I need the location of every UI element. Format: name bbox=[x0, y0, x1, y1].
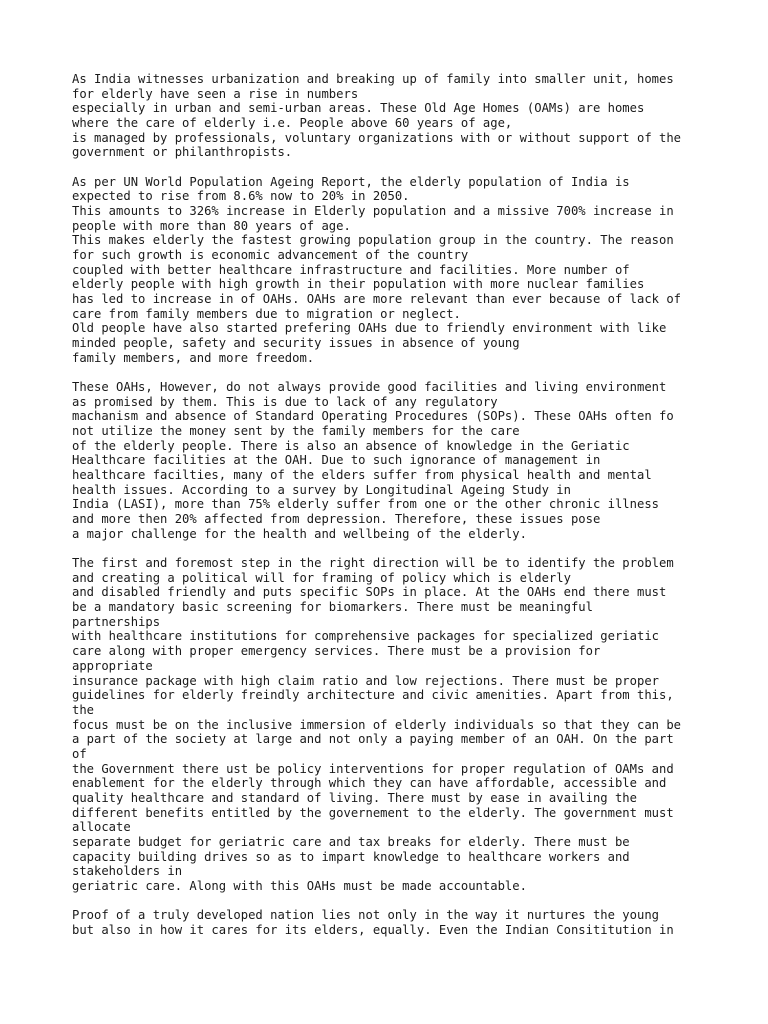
document-body bbox=[72, 72, 712, 952]
text-line: stakeholders in bbox=[72, 864, 183, 879]
text-line: especially in urban and semi-urban areas. These Old Age Homes (OAMs) are homes bbox=[72, 101, 645, 116]
text-line: the bbox=[72, 702, 95, 717]
paragraph bbox=[72, 72, 712, 160]
text-line: a major challenge for the health and wellbeing of the elderly. bbox=[72, 526, 527, 541]
text-line: coupled with better healthcare infrastructure and facilities. More number of bbox=[72, 262, 630, 277]
text-line: partnerships bbox=[72, 614, 161, 629]
text-line: but also in how it cares for its elders, equally. Even the Indian Consititution in bbox=[72, 922, 674, 937]
text-line: minded people, safety and security issues in absence of young bbox=[72, 336, 520, 351]
text-line: of the elderly people. There is also an absence of knowledge in the Geriatic bbox=[72, 438, 630, 453]
text-line: not utilize the money sent by the family members for the care bbox=[72, 424, 520, 439]
text-line: be a mandatory basic screening for biomarkers. There must be meaningful bbox=[72, 600, 593, 615]
text-line: healthcare facilties, many of the elders suffer from physical health and mental bbox=[72, 468, 652, 483]
text-line: This amounts to 326% increase in Elderly population and a missive 700% increase in bbox=[72, 204, 674, 219]
text-line: care from family members due to migration or neglect. bbox=[72, 306, 461, 321]
text-line: a part of the society at large and not only a paying member of an OAH. On the part bbox=[72, 732, 674, 747]
text-line: care along with proper emergency services. There must be a provision for bbox=[72, 644, 601, 659]
text-line: as promised by them. This is due to lack of any regulatory bbox=[72, 394, 498, 409]
text-line: guidelines for elderly freindly architecture and civic amenities. Apart from this, bbox=[72, 688, 674, 703]
text-line: family members, and more freedom. bbox=[72, 350, 315, 365]
text-line: and creating a political will for framing of policy which is elderly bbox=[72, 570, 571, 585]
text-line: This makes elderly the fastest growing population group in the country. The reason bbox=[72, 233, 674, 248]
text-line: quality healthcare and standard of living. There must by ease in availing the bbox=[72, 790, 637, 805]
text-line: machanism and absence of Standard Operating Procedures (SOPs). These OAHs often fo bbox=[72, 409, 674, 424]
text-line: separate budget for geriatric care and tax breaks for elderly. There must be bbox=[72, 834, 630, 849]
text-line: Old people have also started prefering OAHs due to friendly environment with like bbox=[72, 321, 667, 336]
paragraph bbox=[72, 908, 712, 937]
text-line: These OAHs, However, do not always provide good facilities and living environment bbox=[72, 380, 667, 395]
text-line: allocate bbox=[72, 820, 131, 835]
text-line: of bbox=[72, 746, 87, 761]
text-line: insurance package with high claim ratio and low rejections. There must be proper bbox=[72, 673, 659, 688]
text-line: for such growth is economic advancement of the country bbox=[72, 248, 469, 263]
text-line: different benefits entitled by the governement to the elderly. The government must bbox=[72, 805, 674, 820]
paragraph bbox=[72, 380, 712, 541]
text-line: Proof of a truly developed nation lies not only in the way it nurtures the young bbox=[72, 908, 659, 923]
text-line: is managed by professionals, voluntary organizations with or without support of the bbox=[72, 130, 682, 145]
text-line: Healthcare facilities at the OAH. Due to such ignorance of management in bbox=[72, 453, 601, 468]
text-line: with healthcare institutions for comprehensive packages for specialized geriatic bbox=[72, 629, 659, 644]
text-line: As per UN World Population Ageing Report, the elderly population of India is bbox=[72, 174, 630, 189]
text-line: the Government there ust be policy interventions for proper regulation of OAMs and bbox=[72, 761, 674, 776]
text-line: expected to rise from 8.6% now to 20% in 2050. bbox=[72, 189, 410, 204]
text-line: health issues. According to a survey by Longitudinal Ageing Study in bbox=[72, 482, 571, 497]
text-line: capacity building drives so as to impart knowledge to healthcare workers and bbox=[72, 849, 630, 864]
text-line: India (LASI), more than 75% elderly suffer from one or the other chronic illness bbox=[72, 497, 659, 512]
text-line: elderly people with high growth in their population with more nuclear families bbox=[72, 277, 645, 292]
text-line: As India witnesses urbanization and breaking up of family into smaller unit, homes bbox=[72, 72, 674, 86]
text-line: government or philanthropists. bbox=[72, 145, 293, 160]
text-line: people with more than 80 years of age. bbox=[72, 218, 351, 233]
text-line: and disabled friendly and puts specific SOPs in place. At the OAHs end there must bbox=[72, 585, 667, 600]
text-line: enablement for the elderly through which they can have affordable, accessible and bbox=[72, 776, 667, 791]
paragraph bbox=[72, 556, 712, 893]
text-line: has led to increase in of OAHs. OAHs are more relevant than ever because of lack of bbox=[72, 292, 682, 307]
text-line: appropriate bbox=[72, 658, 153, 673]
text-line: where the care of elderly i.e. People above 60 years of age, bbox=[72, 116, 513, 131]
text-line: and more then 20% affected from depression. Therefore, these issues pose bbox=[72, 512, 601, 527]
text-line: geriatric care. Along with this OAHs must be made accountable. bbox=[72, 878, 527, 893]
text-line: focus must be on the inclusive immersion of elderly individuals so that they can be bbox=[72, 717, 682, 732]
text-line: for elderly have seen a rise in numbers bbox=[72, 86, 359, 101]
text-line: The first and foremost step in the right direction will be to identify the problem bbox=[72, 556, 674, 571]
paragraph bbox=[72, 175, 712, 366]
